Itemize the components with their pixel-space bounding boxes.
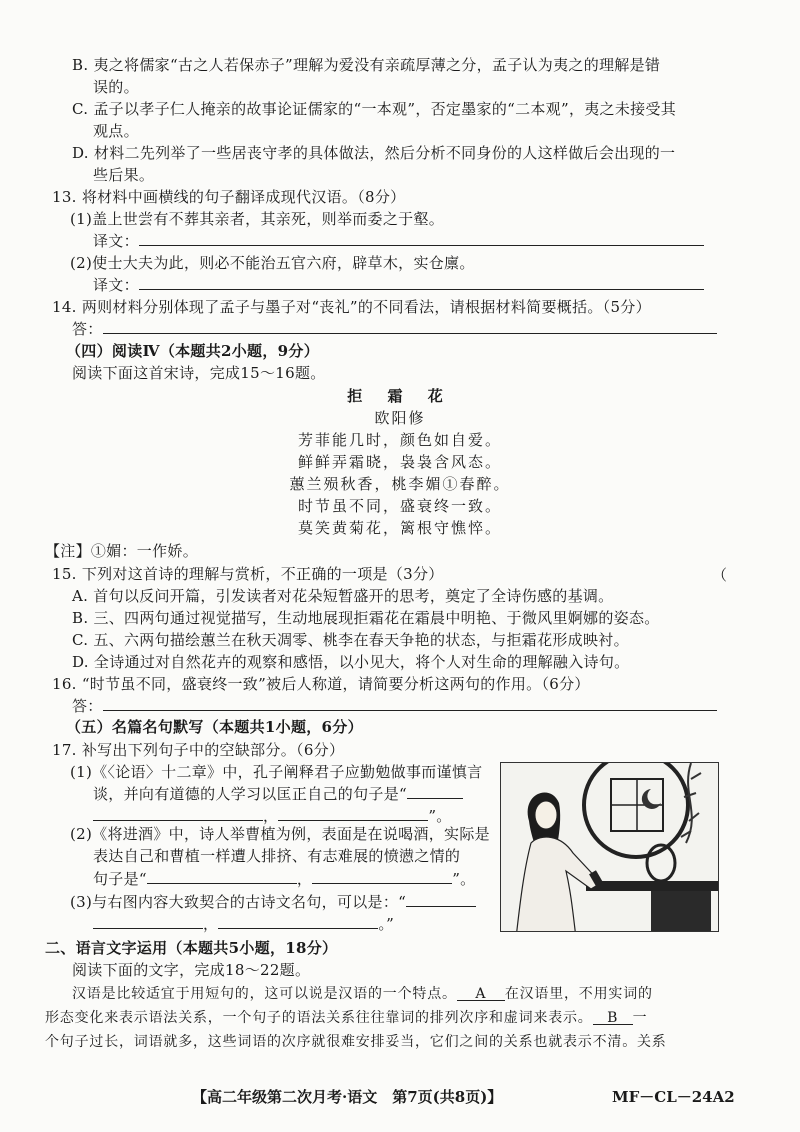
quote-end: ”。 [428, 807, 452, 825]
part2-paragraph-line3: 个句子过长，词语就多，这些词语的次序就很难安排妥当，它们之间的关系也就表示不清。关系 [45, 1034, 667, 1050]
poem-line-3: 蕙兰殒秋香，桃李媚①春醉。 [289, 475, 511, 493]
q17-s2-blank-2[interactable] [312, 869, 452, 884]
blank-b[interactable] [593, 1008, 633, 1025]
poem-line-4: 时节虽不同，盛衰终一致。 [297, 497, 502, 515]
q17-s1-blank-3[interactable] [278, 806, 428, 821]
q13-translation-2 [93, 275, 704, 295]
q15-answer-paren[interactable]: （ [712, 566, 728, 584]
comma: ， [203, 915, 219, 933]
q13-translation-1 [93, 231, 704, 251]
q17-s3-text: (3)与右图内容大致契合的古诗文名句，可以是：“ [70, 893, 407, 911]
poem-author: 欧阳修 [374, 409, 426, 427]
q15-option-a: A. 首句以反问开篇，引发读者对花朵短暂盛开的思考，奠定了全诗伤感的基调。 [72, 587, 614, 605]
blank-b-label: B [607, 1010, 619, 1026]
poem-line-2: 鲜鲜弄霜晓，袅袅含风态。 [297, 453, 502, 471]
woman-face [535, 801, 557, 829]
paragraph-text: 形态变化来表示语法关系，一个句子的语法关系往往靠词的排列次序和虚词来表示。 [45, 1010, 593, 1026]
q12-option-c-line2: 观点。 [93, 122, 139, 140]
q13-sentence-1: (1)盖上世尝有不葬其亲者，其亲死，则举而委之于壑。 [70, 210, 445, 228]
q17-s2-text: 句子是“ [93, 870, 147, 888]
answer-label: 答： [72, 320, 103, 338]
q12-option-c-line1: C. 孟子以孝子仁人掩亲的故事论证儒家的“一本观”，否定墨家的“二本观”，夷之未接受其 [72, 100, 677, 118]
answer-label: 答： [72, 697, 103, 715]
quote-end: 。” [378, 915, 395, 933]
q12-option-d-line1: D. 材料二先列举了一些居丧守孝的具体做法，然后分析不同身份的人这样做后会出现的一 [72, 144, 676, 162]
q16-answer [72, 696, 717, 716]
q17-s3-blank-1[interactable] [406, 892, 476, 907]
crescent-moon-icon [642, 789, 661, 809]
translation-label: 译文： [93, 276, 139, 294]
q15-option-d: D. 全诗通过对自然花卉的观察和感悟，以小见大，将个人对生命的理解融入诗句。 [72, 653, 630, 671]
q15-option-b: B. 三、四两句通过视觉描写，生动地展现拒霜花在霜晨中明艳、于微风里婀娜的姿态。 [72, 609, 660, 627]
part2-paragraph-line1 [72, 984, 653, 1004]
q17-s3-line2 [93, 914, 394, 934]
q13-prompt: 13. 将材料中画横线的句子翻译成现代汉语。（8分） [52, 188, 406, 206]
q12-option-b-line1: B. 夷之将儒家“古之人若保赤子”理解为爱没有亲疏厚薄之分，孟子认为夷之的理解是错 [72, 56, 661, 74]
q17-s2-line3 [93, 869, 475, 889]
q14-prompt: 14. 两则材料分别体现了孟子与墨子对“丧礼”的不同看法，请根据材料简要概括。（5分） [52, 298, 651, 316]
blank-a-label: A [475, 986, 487, 1002]
q14-answer-blank[interactable] [103, 319, 717, 334]
paragraph-text: 在汉语里，不用实词的 [504, 986, 653, 1002]
illustration-woman-reading-by-window [500, 762, 719, 932]
q17-s3-blank-3[interactable] [218, 914, 378, 929]
q16-answer-blank[interactable] [103, 696, 717, 711]
q15-option-c: C. 五、六两句描绘蕙兰在秋天凋零、桃李在春天争艳的状态，与拒霜花形成映衬。 [72, 631, 629, 649]
translation-blank-1[interactable] [139, 231, 704, 246]
poem-line-1: 芳菲能几时，颜色如自爱。 [297, 431, 502, 449]
q17-s1-blank-2[interactable] [93, 806, 263, 821]
poem-title: 拒 霜 花 [347, 387, 453, 405]
q17-s2-line1: (2)《将进酒》中，诗人举曹植为例，表面是在说喝酒，实际是 [70, 825, 490, 843]
footer-code: MF－CL－24A2 [612, 1088, 735, 1106]
section4-intro: 阅读下面这首宋诗，完成15～16题。 [72, 364, 326, 382]
q17-prompt: 17. 补写出下列句子中的空缺部分。（6分） [52, 741, 345, 759]
q13-sentence-2: (2)使士大夫为此，则必不能治五官六府，辟草木，实仓廪。 [70, 254, 475, 272]
translation-label: 译文： [93, 232, 139, 250]
section5-heading: （五）名篇名句默写（本题共1小题，6分） [66, 718, 363, 736]
poem-line-5: 莫笑黄菊花，篱根守憔悴。 [297, 519, 502, 537]
poem-note: 【注】①媚：一作娇。 [45, 542, 199, 560]
q16-prompt: 16. “时节虽不同，盛衰终一致”被后人称道，请简要分析这两句的作用。（6分） [52, 675, 590, 693]
part2-intro: 阅读下面的文字，完成18～22题。 [72, 961, 311, 979]
part2-paragraph-line2 [45, 1008, 647, 1028]
q17-s2-blank-1[interactable] [147, 869, 297, 884]
footer-page-info: 【高二年级第二次月考·语文 第7页(共8页)】 [192, 1088, 503, 1106]
q17-s1-text: 谈，并向有道德的人学习以匡正自己的句子是“ [93, 785, 407, 803]
paragraph-text: 一 [632, 1010, 648, 1026]
q12-option-b-line2: 误的。 [93, 78, 139, 96]
table [586, 881, 718, 891]
comma: ， [296, 870, 313, 888]
q14-answer [72, 319, 717, 339]
comma: ， [263, 807, 279, 825]
q17-s3-line1 [70, 892, 476, 912]
q17-s3-blank-2[interactable] [93, 914, 203, 929]
round-window [584, 763, 688, 857]
q17-s1-line2 [93, 784, 463, 804]
translation-blank-2[interactable] [139, 275, 704, 290]
section4-heading: （四）阅读Ⅳ（本题共2小题，9分） [66, 342, 319, 360]
q17-s1-line3 [93, 806, 452, 826]
q17-s1-blank-1[interactable] [407, 784, 463, 799]
blank-a[interactable] [457, 984, 505, 1001]
quote-end: ”。 [452, 870, 476, 888]
part2-heading: 二、语言文字运用（本题共5小题，18分） [45, 939, 338, 957]
q17-s2-line2: 表达自己和曹植一样遭人排挤、有志难展的愤懑之情的 [93, 847, 461, 865]
illustration-svg [501, 763, 718, 932]
paragraph-text: 汉语是比较适宜于用短句的，这可以说是汉语的一个特点。 [72, 986, 457, 1002]
woman-robe [516, 837, 601, 932]
q17-s1-line1: (1)《〈论语〉十二章》中，孔子阐释君子应勤勉做事而谨慎言 [70, 763, 483, 781]
q15-prompt: 15. 下列对这首诗的理解与赏析，不正确的一项是（3分） [52, 565, 444, 583]
q12-option-d-line2: 些后果。 [93, 166, 155, 184]
